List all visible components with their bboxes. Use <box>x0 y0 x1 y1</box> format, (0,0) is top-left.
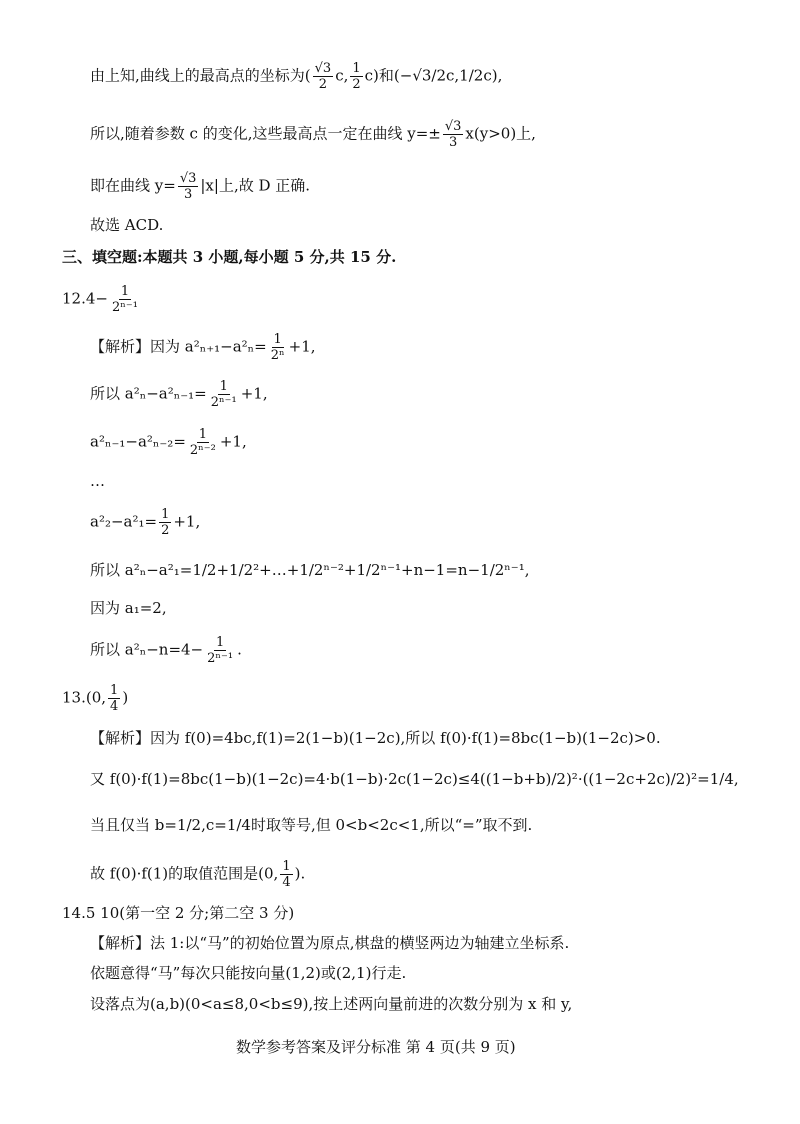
line-14: 所以 a²ₙ−n=4− $\frac{1}{\text{2ⁿ⁻¹}}$ . <box>90 635 242 666</box>
line-7: 【解析】因为 a²ₙ₊₁−a²ₙ= $\frac{1}{\text{2ⁿ}}$ +1, <box>90 332 316 363</box>
answer-14: 14.5 10(第一空 2 分;第二空 3 分) <box>62 904 295 922</box>
line-13: 因为 a₁=2, <box>90 599 167 617</box>
answer-13: 13.(0, $\frac{1}{4}$ ) <box>62 683 129 714</box>
section-heading: 三、填空题:本题共 3 小题,每小题 5 分,共 15 分. <box>62 248 397 266</box>
page-footer: 数学参考答案及评分标准 第 4 页(共 9 页) <box>236 1038 516 1056</box>
line-17: 又 f(0)·f(1)=8bc(1−b)(1−2c)=4·b(1−b)·2c(1−2c)≤4((1−b+b)/2)²·((1−2c+2c)/2)²=1/4, <box>90 770 739 788</box>
answer-12: 12.4− $\frac{1}{\text{2ⁿ⁻¹}}$ <box>62 284 138 315</box>
line-9: a²ₙ₋₁−a²ₙ₋₂= $\frac{1}{\text{2ⁿ⁻²}}$ +1, <box>90 427 247 458</box>
line-2: 所以,随着参数 c 的变化,这些最高点一定在曲线 y=± $\frac{√3}{3}$ x(y>0)上, <box>90 119 536 150</box>
line-11: a²₂−a²₁= $\frac{1}{2}$ +1, <box>90 507 201 538</box>
line-23: 设落点为(a,b)(0<a≤8,0<b≤9),按上述两向量前进的次数分别为 x 和 y, <box>90 995 573 1013</box>
line-22: 依题意得“马”每次只能按向量(1,2)或(2,1)行走. <box>90 964 407 982</box>
line-19: 故 f(0)·f(1)的取值范围是(0, $\frac{1}{4}$ ). <box>90 859 306 890</box>
line-16: 【解析】因为 f(0)=4bc,f(1)=2(1−b)(1−2c),所以 f(0)·f(1)=8bc(1−b)(1−2c)>0. <box>90 729 661 747</box>
line-18: 当且仅当 b=1/2,c=1/4时取等号,但 0<b<2c<1,所以“=”取不到. <box>90 816 533 834</box>
line-1: 由上知,曲线上的最高点的坐标为( $\frac{√3}{2}$ c, $\frac{1}{2}$ c)和(−√3/2c,1/2c), <box>90 61 503 92</box>
line-8: 所以 a²ₙ−a²ₙ₋₁= $\frac{1}{\text{2ⁿ⁻¹}}$ +1, <box>90 379 268 410</box>
ellipsis-line: … <box>90 472 105 490</box>
line-3: 即在曲线 y= $\frac{√3}{3}$ |x|上,故 D 正确. <box>90 171 311 202</box>
line-4: 故选 ACD. <box>90 216 164 234</box>
line-21: 【解析】法 1:以“马”的初始位置为原点,棋盘的横竖两边为轴建立坐标系. <box>90 934 570 952</box>
line-12: 所以 a²ₙ−a²₁=1/2+1/2²+…+1/2ⁿ⁻²+1/2ⁿ⁻¹+n−1=n−1/2ⁿ⁻¹, <box>90 561 530 579</box>
